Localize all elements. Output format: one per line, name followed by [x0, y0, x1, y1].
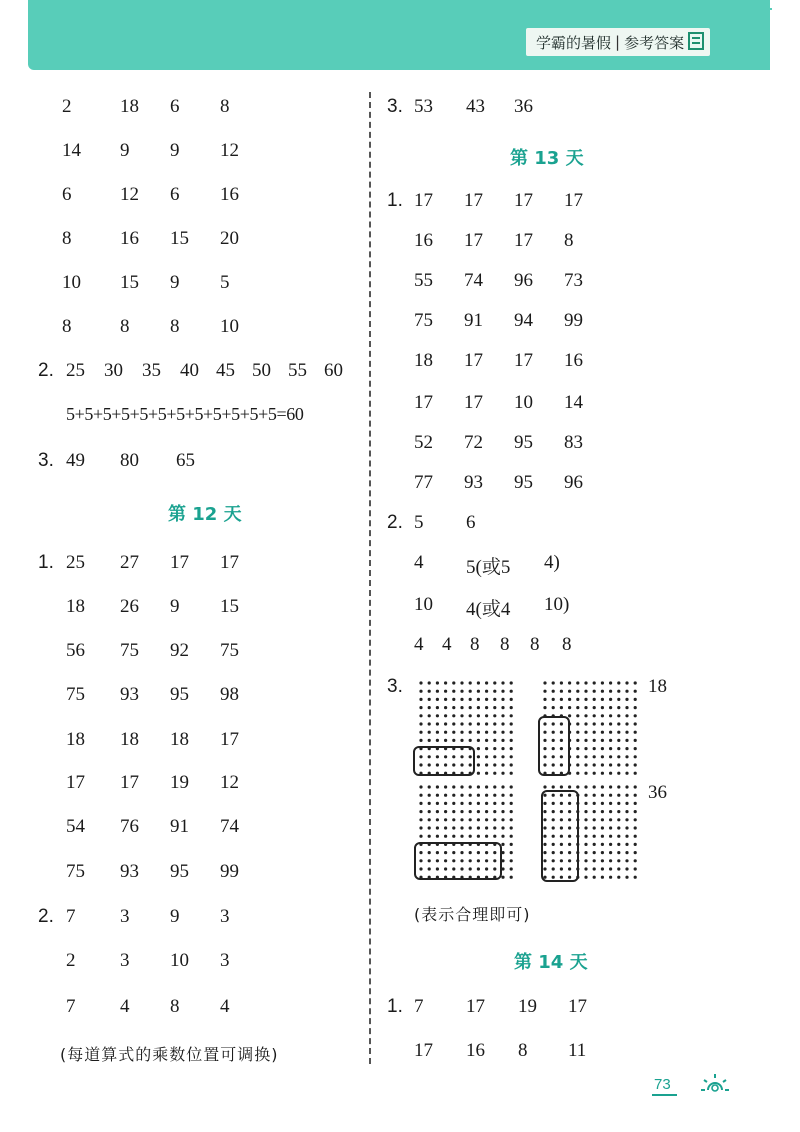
left-q2-cell: 40: [180, 360, 199, 381]
day13-q2-row3-cell: 10: [414, 594, 433, 615]
day12-q2-row-cell: 2: [66, 950, 76, 971]
day13-q1-row-cell: 17: [514, 350, 533, 371]
day13-q2-row1-label: 2.: [387, 512, 403, 533]
day13-q1-row-cell: 17: [514, 190, 533, 211]
day12-q1-row-cell: 17: [120, 772, 139, 793]
day13-q1-row-cell: 96: [514, 270, 533, 291]
left-q1-row-cell: 9: [120, 140, 130, 161]
day13-q1-row-cell: 91: [464, 310, 483, 331]
left-q1-row-cell: 6: [170, 184, 180, 205]
day12-q2-row-cell: 3: [120, 906, 130, 927]
left-q2-expression: 5+5+5+5+5+5+5+5+5+5+5+5=60: [66, 404, 304, 424]
day12-q1-row-cell: 75: [120, 640, 139, 661]
day12-q1-row-cell: 18: [66, 729, 85, 750]
day13-q1-row-cell: 94: [514, 310, 533, 331]
left-q1-row-cell: 5: [220, 272, 230, 293]
day12-q1-row-cell: 93: [120, 684, 139, 705]
day14-q1-row-cell: 7: [414, 996, 424, 1017]
day13-q2-row4-cell: 8: [500, 634, 510, 655]
left-q1-row-cell: 9: [170, 140, 180, 161]
day13-q1-row-cell: 17: [464, 350, 483, 371]
left-q2-cell: 45: [216, 360, 235, 381]
highlight-box: [413, 746, 475, 776]
day14-q1-row-cell: 17: [414, 1040, 433, 1061]
left-q2-cell: 35: [142, 360, 161, 381]
left-q1-row-cell: 6: [62, 184, 72, 205]
day13-q1-row-cell: 10: [514, 392, 533, 413]
header-title: 学霸的暑假: [536, 33, 612, 52]
day12-q1-row-cell: 18: [120, 729, 139, 750]
day12-q2-row-label: 2.: [38, 906, 54, 927]
day13-q1-row-cell: 17: [414, 190, 433, 211]
left-q1-row-cell: 2: [62, 96, 72, 117]
day13-q2-row2-cell: 5(或5: [466, 557, 511, 578]
left-q1-row-cell: 14: [62, 140, 81, 161]
day12-q1-row-cell: 74: [220, 816, 239, 837]
left-q2-cell: 50: [252, 360, 271, 381]
left-q1-row-cell: 8: [120, 316, 130, 337]
day13-q1-row-cell: 72: [464, 432, 483, 453]
day12-q2-row-cell: 4: [220, 996, 230, 1017]
day13-q1-row-cell: 83: [564, 432, 583, 453]
day14-title: 第 14 天: [514, 952, 588, 973]
day12-q1-row-cell: 15: [220, 596, 239, 617]
day12-q1-row-cell: 75: [220, 640, 239, 661]
day13-q1-row-cell: 17: [414, 392, 433, 413]
page-number: 73: [652, 1076, 677, 1096]
day13-q1-row-cell: 16: [564, 350, 583, 371]
day12-q1-row-label: 1.: [38, 552, 54, 573]
right-q3-cell: 43: [466, 96, 485, 117]
left-q1-row-cell: 8: [170, 316, 180, 337]
right-q3-cell: 53: [414, 96, 433, 117]
day13-q2-row4-cell: 8: [562, 634, 572, 655]
right-q3-label: 3.: [387, 96, 403, 117]
day12-q2-row-cell: 3: [120, 950, 130, 971]
day12-q1-row-cell: 54: [66, 816, 85, 837]
day14-q1-row-cell: 17: [568, 996, 587, 1017]
day12-q1-row-cell: 27: [120, 552, 139, 573]
left-q1-row-cell: 15: [120, 272, 139, 293]
left-q1-row-cell: 16: [220, 184, 239, 205]
day12-q1-row-cell: 19: [170, 772, 189, 793]
day13-q2-row1-cell: 5: [414, 512, 424, 533]
right-q3-cell: 36: [514, 96, 533, 117]
day12-q1-row-cell: 17: [66, 772, 85, 793]
day14-q1-row-cell: 17: [466, 996, 485, 1017]
day13-q1-row-cell: 17: [464, 190, 483, 211]
left-q1-row-cell: 9: [170, 272, 180, 293]
day12-q1-row-cell: 95: [170, 861, 189, 882]
left-q2-cell: 25: [66, 360, 85, 381]
left-q1-row-cell: 6: [170, 96, 180, 117]
day12-q1-row-cell: 18: [66, 596, 85, 617]
header-tab: [526, 28, 710, 56]
left-q1-row-cell: 10: [220, 316, 239, 337]
day13-q1-row-cell: 95: [514, 432, 533, 453]
day13-q2-row3-cell: 4(或4: [466, 599, 511, 620]
left-q2-cell: 55: [288, 360, 307, 381]
dots-label-bottom: 36: [648, 782, 667, 803]
day13-q1-row-cell: 73: [564, 270, 583, 291]
day14-q1-row-label: 1.: [387, 996, 403, 1017]
day12-q2-row-cell: 7: [66, 996, 76, 1017]
day13-q2-row4-cell: 8: [530, 634, 540, 655]
day12-q2-row-cell: 10: [170, 950, 189, 971]
sun-icon: [700, 1072, 730, 1098]
day14-q1-row-cell: 16: [466, 1040, 485, 1061]
day13-q2-row4-cell: 8: [470, 634, 480, 655]
left-q1-row-cell: 15: [170, 228, 189, 249]
day13-q1-row-cell: 17: [464, 392, 483, 413]
day13-q1-row-cell: 77: [414, 472, 433, 493]
book-icon: [688, 32, 704, 50]
day12-q1-row-cell: 18: [170, 729, 189, 750]
day13-q1-row-cell: 16: [414, 230, 433, 251]
header-separator: |: [615, 33, 621, 51]
left-q3-label: 3.: [38, 450, 54, 471]
day12-q2-row-cell: 7: [66, 906, 76, 927]
day13-q1-row-cell: 99: [564, 310, 583, 331]
day13-q1-row-cell: 17: [464, 230, 483, 251]
day13-q1-row-cell: 17: [514, 230, 533, 251]
left-q1-row-cell: 12: [120, 184, 139, 205]
left-q3-cell: 80: [120, 450, 139, 471]
day12-q1-row-cell: 17: [220, 552, 239, 573]
day12-q2-row-cell: 4: [120, 996, 130, 1017]
day12-q2-row-cell: 3: [220, 950, 230, 971]
day14-q1-row-cell: 11: [568, 1040, 587, 1061]
day12-q2-row-cell: 3: [220, 906, 230, 927]
day12-q2-row-cell: 8: [170, 996, 180, 1017]
day12-q1-row-cell: 25: [66, 552, 85, 573]
day13-q1-row-cell: 74: [464, 270, 483, 291]
day12-q1-row-cell: 75: [66, 684, 85, 705]
dots-label-top: 18: [648, 676, 667, 697]
day14-q1-row-cell: 8: [518, 1040, 528, 1061]
day13-q2-row4-cell: 4: [414, 634, 424, 655]
left-q2-cell: 30: [104, 360, 123, 381]
column-divider: [369, 92, 371, 1064]
left-q1-row-cell: 8: [62, 228, 72, 249]
highlight-box: [538, 716, 570, 776]
day13-q1-row-label: 1.: [387, 190, 403, 211]
day12-q1-row-cell: 56: [66, 640, 85, 661]
day14-q1-row-cell: 19: [518, 996, 537, 1017]
day12-title: 第 12 天: [168, 504, 242, 525]
day13-q1-row-cell: 8: [564, 230, 574, 251]
day12-q1-row-cell: 95: [170, 684, 189, 705]
left-q3-cell: 49: [66, 450, 85, 471]
day13-q1-row-cell: 93: [464, 472, 483, 493]
day12-q1-row-cell: 17: [220, 729, 239, 750]
day12-note: (每道算式的乘数位置可调换): [60, 1045, 279, 1064]
day13-title: 第 13 天: [510, 148, 584, 169]
left-q1-row-cell: 8: [220, 96, 230, 117]
day12-q1-row-cell: 92: [170, 640, 189, 661]
header-section: 参考答案: [624, 33, 685, 52]
highlight-box: [541, 790, 579, 882]
left-q2-cell: 60: [324, 360, 343, 381]
day13-q1-row-cell: 14: [564, 392, 583, 413]
highlight-box: [414, 842, 502, 880]
day13-q1-row-cell: 96: [564, 472, 583, 493]
day12-q1-row-cell: 75: [66, 861, 85, 882]
day13-q1-row-cell: 18: [414, 350, 433, 371]
left-q3-cell: 65: [176, 450, 195, 471]
left-q1-row-cell: 18: [120, 96, 139, 117]
day12-q1-row-cell: 99: [220, 861, 239, 882]
day13-q2-row2-cell: 4): [544, 552, 560, 573]
day12-q1-row-cell: 93: [120, 861, 139, 882]
day13-q1-row-cell: 95: [514, 472, 533, 493]
left-q1-row-cell: 8: [62, 316, 72, 337]
header-edge: [744, 8, 772, 10]
day12-q1-row-cell: 9: [170, 596, 180, 617]
day13-q1-row-cell: 17: [564, 190, 583, 211]
left-q2-label: 2.: [38, 360, 54, 381]
day12-q1-row-cell: 26: [120, 596, 139, 617]
day13-q2-row4-cell: 4: [442, 634, 452, 655]
day12-q1-row-cell: 17: [170, 552, 189, 573]
day13-q1-row-cell: 52: [414, 432, 433, 453]
day12-q1-row-cell: 12: [220, 772, 239, 793]
day13-q1-row-cell: 75: [414, 310, 433, 331]
day12-q1-row-cell: 76: [120, 816, 139, 837]
day13-q3-label: 3.: [387, 676, 403, 697]
day13-q2-row3-cell: 10): [544, 594, 570, 615]
day12-q1-row-cell: 98: [220, 684, 239, 705]
day13-q2-row2-cell: 4: [414, 552, 424, 573]
day13-q1-row-cell: 55: [414, 270, 433, 291]
left-q1-row-cell: 20: [220, 228, 239, 249]
day13-note: (表示合理即可): [414, 905, 531, 924]
day12-q2-row-cell: 9: [170, 906, 180, 927]
left-q1-row-cell: 10: [62, 272, 81, 293]
left-q1-row-cell: 16: [120, 228, 139, 249]
day13-q2-row1-cell: 6: [466, 512, 476, 533]
day12-q1-row-cell: 91: [170, 816, 189, 837]
left-q1-row-cell: 12: [220, 140, 239, 161]
